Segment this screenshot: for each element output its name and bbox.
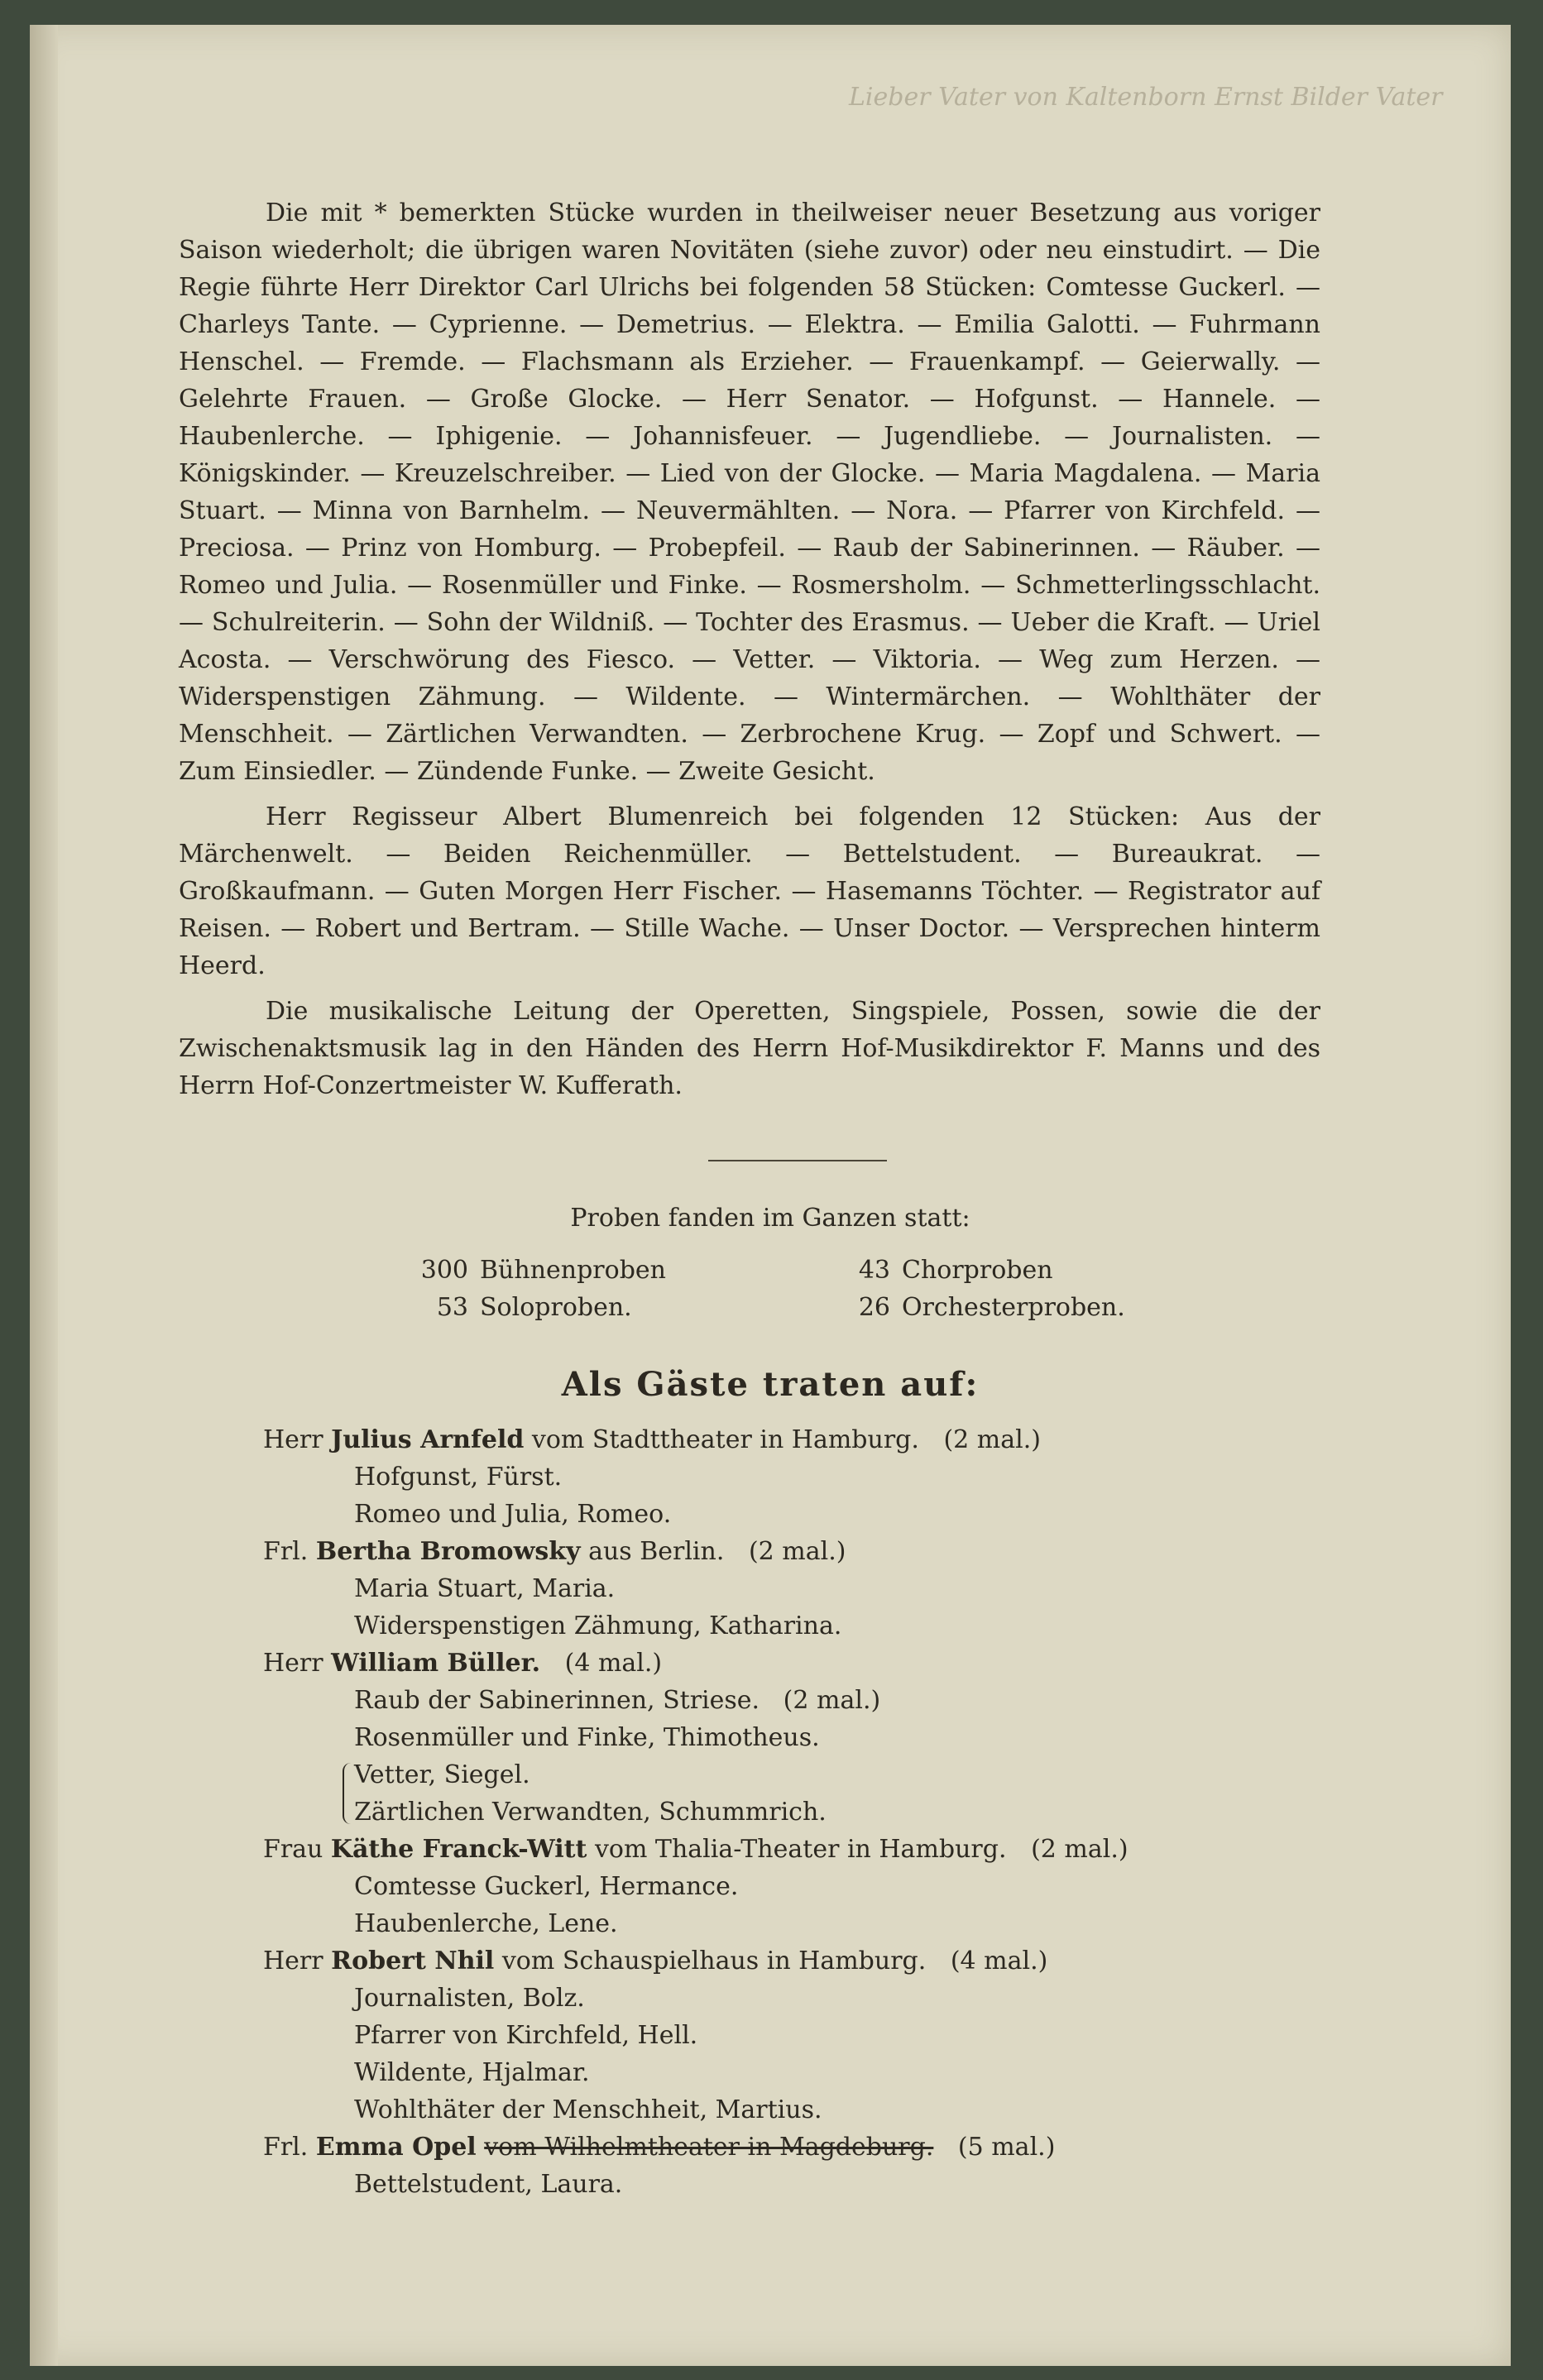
guest-origin: vom Schauspielhaus in Hamburg. bbox=[501, 1947, 927, 1975]
rehearsal-counts bbox=[406, 1252, 1151, 1326]
guest-role: Pfarrer von Kirchfeld, Hell. bbox=[354, 2021, 698, 2050]
guest-name: Bertha Bromowsky bbox=[315, 1537, 581, 1566]
guest-role: Zärtlichen Verwandten, Schummrich. bbox=[354, 1798, 827, 1827]
guest-origin: vom Wilhelmtheater in Magdeburg. bbox=[484, 2133, 934, 2162]
guest-entry bbox=[263, 1421, 1239, 1458]
guest-entry bbox=[263, 1831, 1239, 1868]
guest-name: Emma Opel bbox=[315, 2133, 477, 2162]
guest-entry bbox=[263, 2129, 1239, 2166]
brace-mark bbox=[343, 1763, 352, 1824]
page-fold-shadow bbox=[30, 25, 58, 2366]
guest-role: Haubenlerche, Lene. bbox=[354, 1909, 618, 1938]
pencil-note: Lieber Vater von Kaltenborn Ernst Bilder Vater bbox=[849, 83, 1443, 112]
paragraph-music-direction: Die musikalische Leitung der Operetten, Singspiele, Possen, sowie die der Zwischenaktsmusik lag in den Händen des Herrn Hof-Musikdirektor F. Manns und des Herrn Hof-Conzertmeister W. Kufferath. bbox=[179, 997, 1320, 1100]
guest-role: Wildente, Hjalmar. bbox=[354, 2058, 590, 2087]
guest-times: (4 mal.) bbox=[950, 1947, 1048, 1975]
rehearsal-item bbox=[406, 1252, 828, 1289]
guest-list bbox=[263, 1421, 1239, 2203]
guest-times: (2 mal.) bbox=[1031, 1835, 1128, 1864]
guest-role: Widerspenstigen Zähmung, Katharina. bbox=[354, 1611, 842, 1640]
rehearsal-item bbox=[828, 1289, 1151, 1326]
guest-name: Julius Arnfeld bbox=[331, 1425, 525, 1454]
guest-role: Bettelstudent, Laura. bbox=[354, 2170, 623, 2199]
rehearsal-row bbox=[406, 1289, 1151, 1326]
guest-times: (5 mal.) bbox=[957, 2133, 1056, 2162]
guest-title: Herr bbox=[263, 1947, 323, 1975]
guest-role: Maria Stuart, Maria. bbox=[354, 1574, 616, 1603]
guest-title: Herr bbox=[263, 1649, 323, 1678]
guest-role: Journalisten, Bolz. bbox=[354, 1984, 585, 2013]
guest-role: Comtesse Guckerl, Hermance. bbox=[354, 1872, 739, 1901]
guest-times: (2 mal.) bbox=[748, 1537, 846, 1566]
rehearsal-count: 43 bbox=[858, 1256, 890, 1285]
guest-title: Frl. bbox=[263, 2133, 309, 2162]
guest-role: Wohlthäter der Menschheit, Martius. bbox=[354, 2095, 822, 2124]
guest-times: (2 mal.) bbox=[943, 1425, 1041, 1454]
rehearsal-item bbox=[406, 1289, 828, 1326]
guest-title: Frau bbox=[263, 1835, 323, 1864]
rehearsal-label: Orchesterproben. bbox=[902, 1293, 1125, 1322]
guest-origin: vom Stadttheater in Hamburg. bbox=[531, 1425, 919, 1454]
rehearsal-count: 26 bbox=[858, 1293, 890, 1322]
guest-role: Rosenmüller und Finke, Thimotheus. bbox=[354, 1723, 820, 1752]
rehearsal-label: Chorproben bbox=[902, 1256, 1053, 1285]
guest-role: Romeo und Julia, Romeo. bbox=[354, 1500, 672, 1529]
rehearsal-label: Soloproben. bbox=[480, 1293, 632, 1322]
guest-entry bbox=[263, 1942, 1239, 1980]
guest-title: Herr bbox=[263, 1425, 323, 1454]
rehearsal-row bbox=[406, 1252, 1151, 1289]
rehearsal-count: 53 bbox=[436, 1293, 468, 1322]
paragraph-regisseur-blumenreich: Herr Regisseur Albert Blumenreich bei folgenden 12 Stücken: Aus der Märchenwelt. — Beiden Reichenmüller. — Bettelstudent. — Bureaukrat. — Großkaufmann. — Guten Morgen Herr Fischer. — Hasemanns Töchter. — Registrator auf Reisen. — Robert und Bertram. — Stille Wache. — Unser Doctor. — Versprechen hinterm Heerd. bbox=[179, 802, 1320, 980]
divider-rule bbox=[708, 1160, 887, 1161]
rehearsal-count: 300 bbox=[420, 1256, 468, 1285]
guest-name: Käthe Franck-Witt bbox=[330, 1835, 587, 1864]
guest-name: William Büller. bbox=[331, 1649, 541, 1678]
rehearsal-item bbox=[828, 1252, 1151, 1289]
guest-role: Vetter, Siegel. bbox=[354, 1760, 530, 1789]
director-section bbox=[179, 194, 1320, 1113]
rehearsals-heading: Proben fanden im Ganzen statt: bbox=[570, 1204, 970, 1233]
guest-title: Frl. bbox=[263, 1537, 309, 1566]
document-page bbox=[30, 25, 1511, 2366]
guest-times: (4 mal.) bbox=[564, 1649, 663, 1678]
guest-origin: aus Berlin. bbox=[588, 1537, 725, 1566]
guest-origin: vom Thalia-Theater in Hamburg. bbox=[594, 1835, 1007, 1864]
guest-role: Hofgunst, Fürst. bbox=[354, 1463, 563, 1492]
guest-role: Raub der Sabinerinnen, Striese. (2 mal.) bbox=[354, 1686, 881, 1715]
rehearsal-label: Bühnenproben bbox=[480, 1256, 666, 1285]
guests-heading: Als Gäste traten auf: bbox=[561, 1365, 980, 1404]
bracketed-roles bbox=[263, 1756, 1239, 1831]
guest-name: Robert Nhil bbox=[331, 1947, 495, 1975]
guest-entry bbox=[263, 1645, 1239, 1682]
guest-entry bbox=[263, 1533, 1239, 1570]
paragraph-director-ulrichs: Die mit * bemerkten Stücke wurden in theilweiser neuer Besetzung aus voriger Saison wiederholt; die übrigen waren Novitäten (siehe zuvor) oder neu einstudirt. — Die Regie führte Herr Direktor Carl Ulrichs bei folgenden 58 Stücken: Comtesse Guckerl. — Charleys Tante. — Cyprienne. — Demetrius. — Elektra. — Emilia Galotti. — Fuhrmann Henschel. — Fremde. — Flachsmann als Erzieher. — Frauenkampf. — Geierwally. — Gelehrte Frauen. — Große Glocke. — Herr Senator. — Hofgunst. — Hannele. — Haubenlerche. — Iphigenie. — Johannisfeuer. — Jugendliebe. — Journalisten. — Königskinder. — Kreuzelschreiber. — Lied von der Glocke. — Maria Magdalena. — Maria Stuart. — Minna von Barnhelm. — Neuvermählten. — Nora. — Pfarrer von Kirchfeld. — Preciosa. — Prinz von Homburg. — Probepfeil. — Raub der Sabinerinnen. — Räuber. — Romeo und Julia. — Rosenmüller und Finke. — Rosmersholm. — Schmetterlingsschlacht. — Schulreiterin. — Sohn der Wildniß. — Tochter des Erasmus. — Ueber die Kraft. — Uriel Acosta. — Verschwörung des Fiesco. — Vetter. — Viktoria. — Weg zum Herzen. — Widerspenstigen Zähmung. — Wildente. — Wintermärchen. — Wohlthäter der Menschheit. — Zärtlichen Verwandten. — Zerbrochene Krug. — Zopf und Schwert. — Zum Einsiedler. — Zündende Funke. — Zweite Gesicht. bbox=[179, 199, 1320, 786]
